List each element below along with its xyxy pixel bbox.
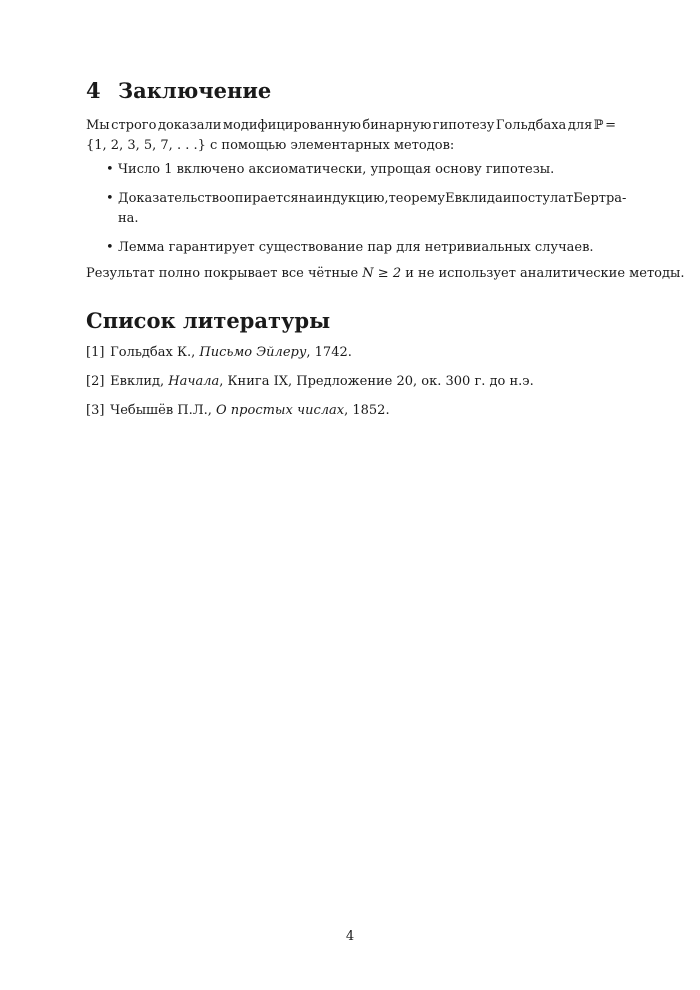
page-number: 4 bbox=[345, 929, 355, 944]
intro-word: модифицированную bbox=[222, 118, 361, 133]
bullet-marker: • bbox=[106, 162, 114, 177]
intro-word: Гольдбаха bbox=[495, 118, 567, 133]
bib-title: О простых числах bbox=[216, 403, 345, 418]
bullet-marker: • bbox=[106, 191, 114, 206]
intro-word: строго bbox=[111, 118, 157, 133]
bullet-item bbox=[86, 160, 616, 180]
bib-author: Гольдбах К., bbox=[110, 345, 200, 360]
result-math: N ≥ 2 bbox=[362, 266, 402, 281]
intro-line-1 bbox=[86, 116, 616, 136]
intro-word: бинарную bbox=[362, 118, 432, 133]
bullet-word: индукцию, bbox=[314, 191, 389, 206]
bullet-text: Число 1 включено аксиоматически, упрощая основу гипотезы. bbox=[118, 162, 555, 177]
intro-word: гипотезу bbox=[432, 118, 495, 133]
bibliography-heading: Список литературы bbox=[86, 308, 331, 333]
bibliography-item bbox=[86, 372, 616, 392]
bib-title: Начала bbox=[168, 374, 220, 389]
bullet-word: Евклида bbox=[445, 191, 503, 206]
result-paragraph bbox=[86, 264, 685, 284]
bullet-word: Доказательство bbox=[118, 191, 227, 206]
bib-author: Чебышёв П.Л., bbox=[110, 403, 217, 418]
bullet-marker: • bbox=[106, 240, 114, 255]
bullet-word: на bbox=[298, 191, 315, 206]
bib-details: , 1852. bbox=[344, 403, 390, 418]
intro-word: для bbox=[567, 118, 593, 133]
bibliography-item bbox=[86, 401, 616, 421]
bib-details: , Книга IX, Предложение 20, ок. 300 г. до н.э. bbox=[219, 374, 534, 389]
intro-line-2: {1, 2, 3, 5, 7, . . .} с помощью элементарных методов: bbox=[86, 138, 455, 153]
intro-word: Мы bbox=[86, 118, 110, 133]
bullet-item bbox=[86, 238, 616, 258]
bib-label: [3] bbox=[86, 403, 105, 418]
bullet-line-2: на. bbox=[118, 211, 139, 226]
bullet-text: Лемма гарантирует существование пар для нетривиальных случаев. bbox=[118, 240, 594, 255]
bib-title: Письмо Эйлеру bbox=[199, 345, 307, 360]
intro-paragraph bbox=[86, 116, 616, 156]
bullet-item bbox=[86, 189, 627, 229]
bullet-line-1 bbox=[118, 189, 627, 209]
intro-word: доказали bbox=[157, 118, 222, 133]
section-heading bbox=[86, 78, 271, 103]
section-number: 4 bbox=[86, 78, 101, 103]
bullet-list bbox=[86, 160, 627, 267]
bib-author: Евклид, bbox=[110, 374, 169, 389]
bib-label: [2] bbox=[86, 374, 105, 389]
section-title: Заключение bbox=[118, 78, 272, 103]
bullet-word: постулат bbox=[511, 191, 574, 206]
bibliography-list bbox=[86, 343, 616, 430]
bib-details: , 1742. bbox=[306, 345, 352, 360]
intro-equals: = bbox=[605, 118, 616, 133]
primes-set-symbol: ℙ bbox=[593, 118, 604, 133]
bullet-word: теорему bbox=[388, 191, 446, 206]
bullet-word: и bbox=[502, 191, 512, 206]
bibliography-item bbox=[86, 343, 616, 363]
bib-label: [1] bbox=[86, 345, 105, 360]
bullet-word: опирается bbox=[226, 191, 299, 206]
bullet-word: Бертра- bbox=[573, 191, 627, 206]
result-line bbox=[86, 264, 685, 284]
result-text-after: и не использует аналитические методы. bbox=[401, 266, 685, 281]
result-text-before: Результат полно покрывает все чётные bbox=[86, 266, 363, 281]
